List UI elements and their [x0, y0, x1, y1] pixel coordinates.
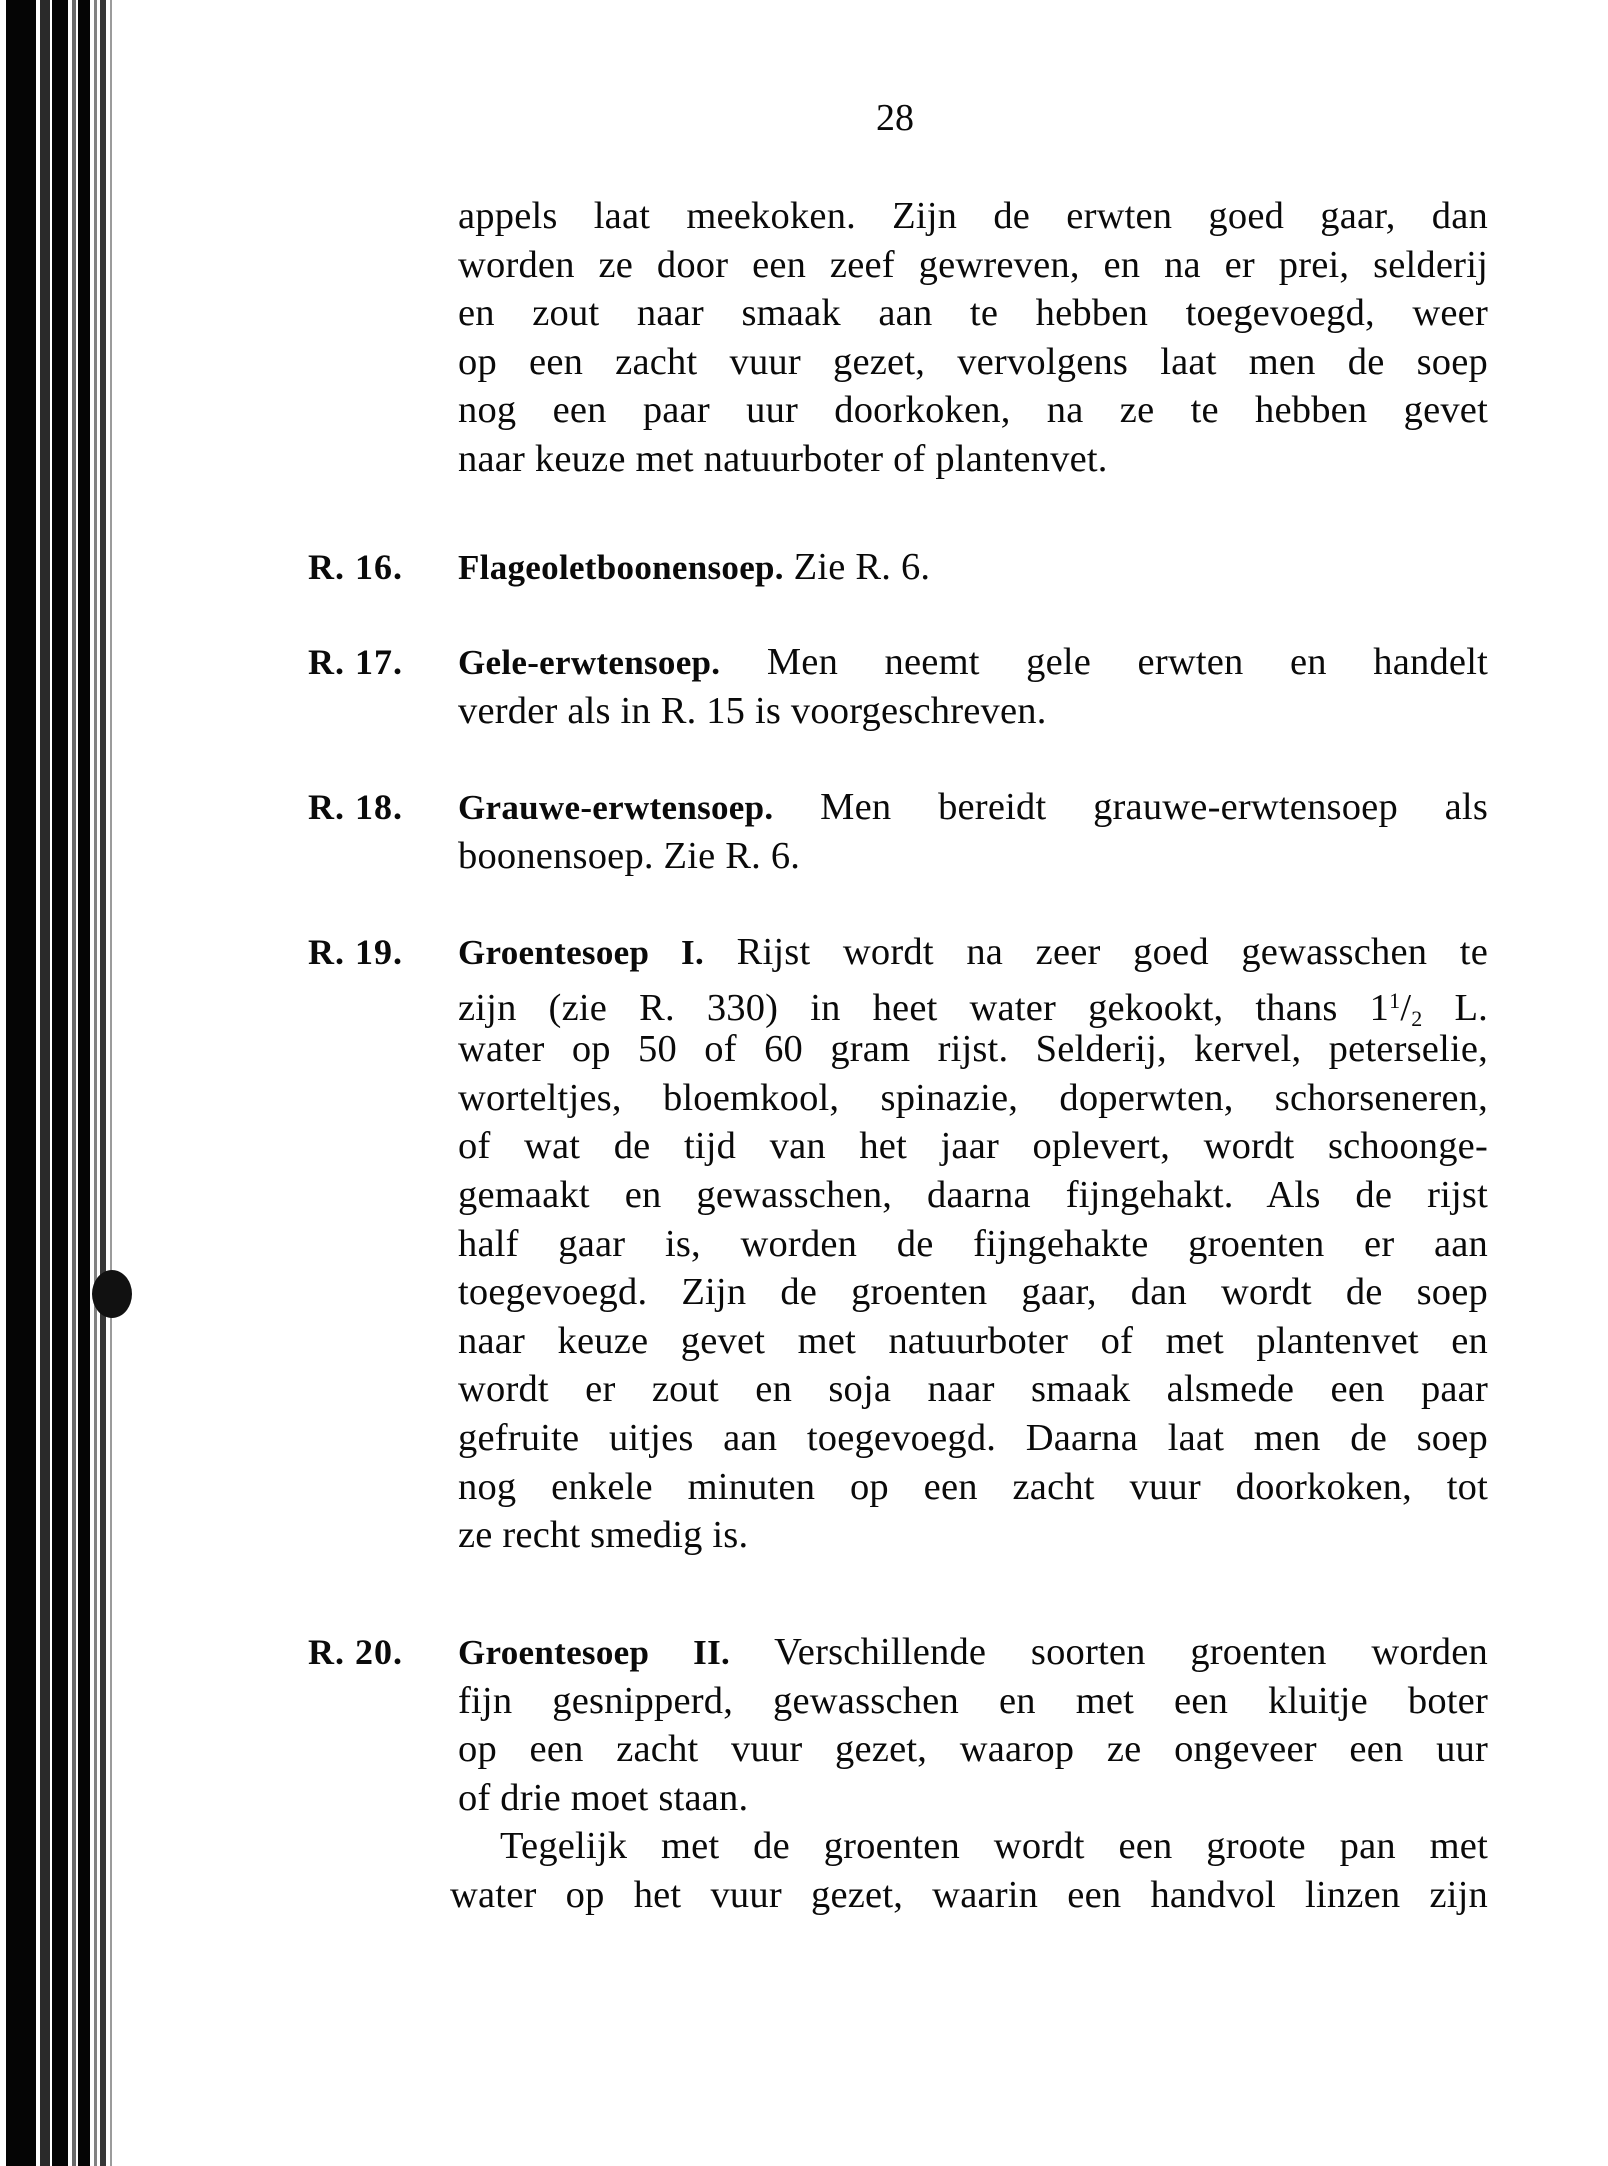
text-line: op een zacht vuur gezet, waarop ze ongeveer een uur [458, 1728, 1488, 1771]
recipe-label [308, 1628, 448, 1677]
text-line: worteltjes, bloemkool, spinazie, doperwten, schorseneren, [458, 1076, 1488, 1119]
recipe-body [458, 543, 1488, 592]
recipe-text: L. [1422, 986, 1488, 1029]
recipe-prefix: R. [308, 932, 345, 972]
text-line: zijn (zie R. 330) in heet water gekookt, thans $1^1/_2$ L. [458, 986, 1488, 1031]
recipe-label [308, 928, 448, 977]
text-line: naar keuze met natuurboter of plantenvet. [458, 437, 1108, 480]
recipe-text: zijn (zie R. 330) in heet water gekookt, thans 1 [458, 986, 1390, 1029]
binding-blot [92, 1270, 132, 1318]
text-line: nog een paar uur doorkoken, na ze te hebben gevet [458, 389, 1488, 432]
fraction-denominator: 2 [1411, 1005, 1423, 1031]
recipe-label [308, 543, 448, 592]
text-line [458, 638, 1488, 687]
recipe-text: Men bereidt grauwe-erwtensoep als [773, 786, 1488, 828]
text-line [458, 1628, 1488, 1677]
text-line [458, 543, 1488, 592]
recipe-number: 18. [355, 787, 403, 827]
recipe-number: 16. [355, 547, 403, 587]
recipe-label [308, 638, 448, 687]
text-line: ze recht smedig is. [458, 1514, 749, 1557]
book-binding-edge [0, 0, 135, 2166]
recipe-number: 17. [355, 642, 403, 682]
recipe-body [458, 783, 1488, 880]
recipe-number: 20. [355, 1632, 403, 1672]
recipe-text: Zie R. 6. [783, 546, 931, 588]
text-line: verder als in R. 15 is voorgeschreven. [458, 689, 1047, 732]
recipe-title: Groentesoep II. [458, 1633, 731, 1672]
recipe-prefix: R. [308, 787, 345, 827]
text-line: nog enkele minuten op een zacht vuur doorkoken, tot [458, 1465, 1488, 1508]
text-line: wordt er zout en soja naar smaak alsmede een paar [458, 1368, 1488, 1411]
recipe-title: Grauwe-erwtensoep. [458, 788, 774, 827]
text-line: fijn gesnipperd, gewasschen en met een kluitje boter [458, 1679, 1488, 1722]
page-number: 28 [876, 97, 914, 139]
recipe-number: 19. [355, 932, 403, 972]
text-line: half gaar is, worden de fijngehakte groenten er aan [458, 1222, 1488, 1265]
text-line: Tegelijk met de groenten wordt een groote pan met [500, 1825, 1488, 1868]
text-line: gemaakt en gewasschen, daarna fijngehakt. Als de rijst [458, 1173, 1488, 1216]
recipe-body [450, 1628, 1488, 1920]
text-line: naar keuze gevet met natuurboter of met plantenvet en [458, 1319, 1488, 1362]
text-line: boonensoep. Zie R. 6. [458, 834, 801, 877]
text-line [458, 928, 1488, 977]
text-line: en zout naar smaak aan te hebben toegevoegd, weer [458, 292, 1488, 335]
text-line: op een zacht vuur gezet, vervolgens laat men de soep [458, 340, 1488, 383]
recipe-title: Groentesoep I. [458, 933, 705, 972]
fraction-numerator: 1 [1389, 987, 1401, 1013]
text-line: appels laat meekoken. Zijn de erwten goed gaar, dan [458, 195, 1488, 237]
recipe-prefix: R. [308, 547, 345, 587]
recipe-text: Men neemt gele erwten en handelt [720, 641, 1488, 683]
recipe-prefix: R. [308, 642, 345, 682]
recipe-title: Gele-erwtensoep. [458, 643, 721, 682]
recipe-title: Flageoletboonensoep. [458, 548, 784, 587]
recipe-body [458, 928, 1488, 1560]
text-line: toegevoegd. Zijn de groenten gaar, dan wordt de soep [458, 1271, 1488, 1314]
recipe-prefix: R. [308, 1632, 345, 1672]
text-line: gefruite uitjes aan toegevoegd. Daarna laat men de soep [458, 1416, 1488, 1459]
text-line: of drie moet staan. [458, 1776, 749, 1819]
recipe-text: Rijst wordt na zeer goed gewasschen te [704, 931, 1488, 973]
recipe-label [308, 783, 448, 832]
text-line: worden ze door een zeef gewreven, en na er prei, selderij [458, 243, 1488, 286]
text-line: of wat de tijd van het jaar oplevert, wordt schoonge- [458, 1125, 1488, 1168]
text-line: water op het vuur gezet, waarin een handvol linzen zijn [450, 1873, 1488, 1916]
recipe-body [458, 638, 1488, 735]
intro-paragraph [458, 192, 1488, 484]
text-line: water op 50 of 60 gram rijst. Selderij, kervel, peterselie, [458, 1028, 1488, 1071]
recipe-text: Verschillende soorten groenten worden [730, 1631, 1488, 1673]
text-line [458, 783, 1488, 832]
